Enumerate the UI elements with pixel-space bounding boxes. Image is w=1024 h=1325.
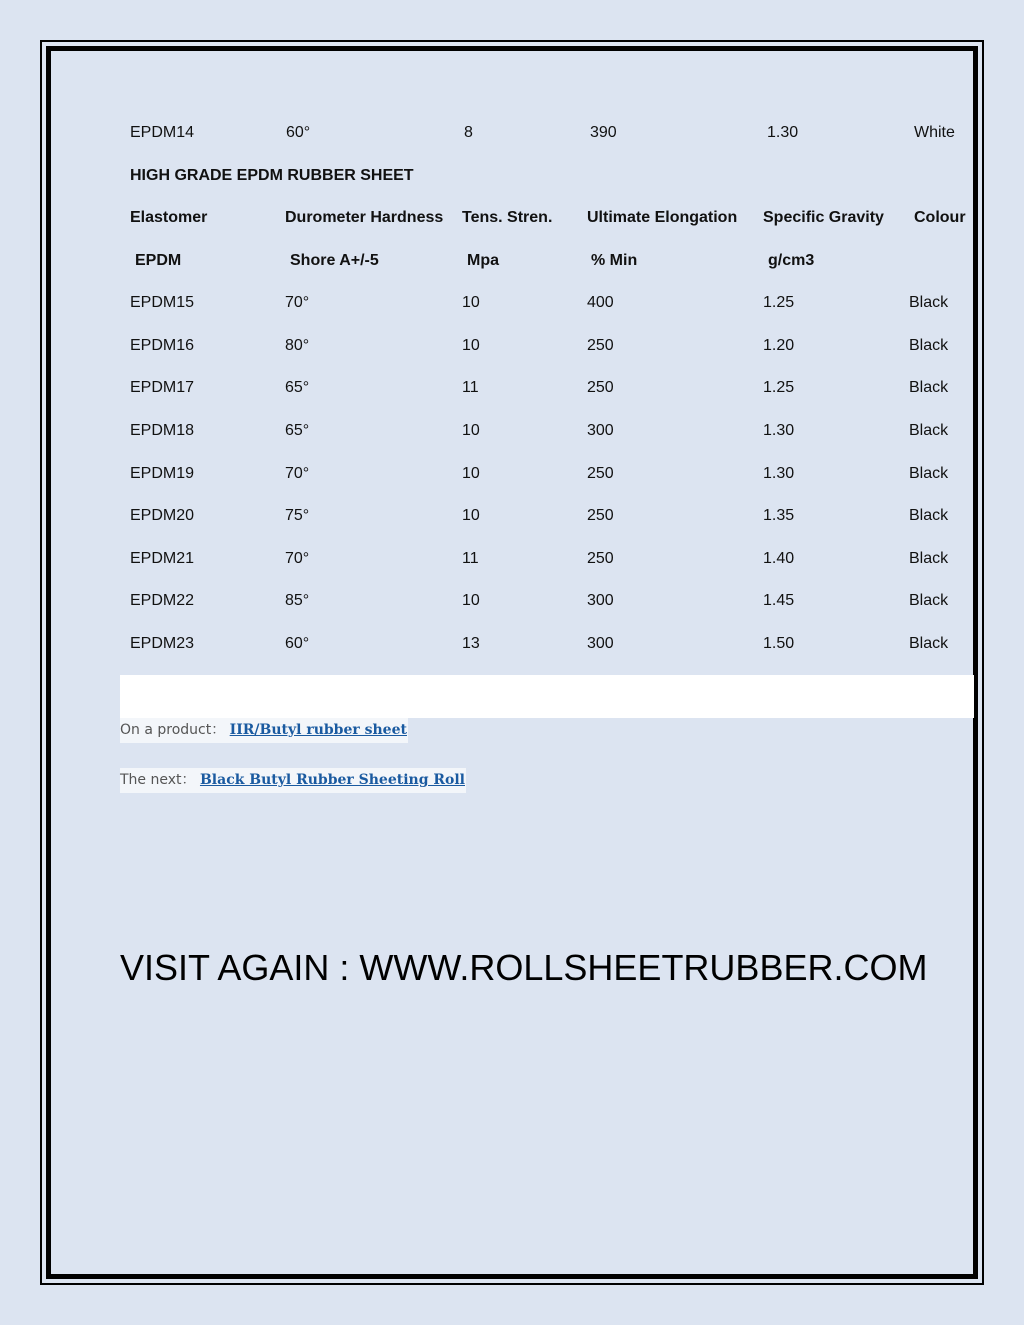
previous-product-prefix: On a product：: [120, 722, 226, 738]
table-row: [0, 419, 1024, 443]
cell-tensile: 10: [462, 465, 480, 482]
cell-grade: EPDM14: [130, 124, 195, 141]
unit-elongation: % Min: [591, 252, 638, 269]
table-row: [0, 376, 1024, 400]
cell-elongation: 300: [587, 422, 614, 439]
cell-colour: White: [914, 124, 955, 141]
header-gravity: Specific Gravity: [763, 209, 884, 226]
cell-colour: Black: [909, 422, 949, 439]
header-colour: Colour: [914, 209, 966, 226]
cell-elongation: 300: [587, 635, 614, 652]
next-product-link[interactable]: Black Butyl Rubber Sheeting Roll: [199, 772, 465, 788]
previous-product-link[interactable]: IIR/Butyl rubber sheet: [229, 722, 407, 738]
cell-tensile: 11: [462, 379, 479, 396]
cell-grade: EPDM22: [130, 592, 195, 609]
next-product-line: [120, 768, 466, 793]
table-row: [0, 589, 1024, 613]
previous-product-line: [120, 718, 408, 743]
table-row: [0, 632, 1024, 656]
cell-elongation: 300: [587, 592, 614, 609]
cell-tensile: 10: [462, 337, 480, 354]
cell-hardness: 75°: [285, 507, 310, 524]
cell-tensile: 11: [462, 550, 479, 567]
table-units-row: [0, 249, 1024, 273]
cell-hardness: 65°: [285, 379, 310, 396]
cell-colour: Black: [909, 550, 949, 567]
cell-gravity: 1.30: [763, 422, 795, 439]
unit-gravity: g/cm3: [768, 252, 815, 269]
cell-gravity: 1.45: [763, 592, 795, 609]
table-row-epdm14: [0, 121, 1024, 145]
unit-hardness: Shore A+/-5: [290, 252, 379, 269]
cell-hardness: 80°: [285, 337, 310, 354]
header-tensile: Tens. Stren.: [462, 209, 553, 226]
cell-hardness: 70°: [285, 294, 310, 311]
cell-hardness: 70°: [285, 550, 310, 567]
cell-gravity: 1.30: [767, 124, 799, 141]
cell-tensile: 13: [462, 635, 480, 652]
cell-elongation: 390: [590, 124, 617, 141]
cell-hardness: 70°: [285, 465, 310, 482]
cell-colour: Black: [909, 507, 949, 524]
table-row: [0, 334, 1024, 358]
header-elongation: Ultimate Elongation: [587, 209, 738, 226]
cell-colour: Black: [909, 592, 949, 609]
cell-gravity: 1.30: [763, 465, 795, 482]
cell-colour: Black: [909, 294, 949, 311]
table-row: [0, 291, 1024, 315]
cell-hardness: 60°: [285, 635, 310, 652]
cell-tensile: 10: [462, 422, 480, 439]
unit-elastomer: EPDM: [135, 252, 182, 269]
cell-colour: Black: [909, 635, 949, 652]
cell-colour: Black: [909, 337, 949, 354]
cell-gravity: 1.40: [763, 550, 795, 567]
cell-gravity: 1.50: [763, 635, 795, 652]
cell-elongation: 250: [587, 465, 614, 482]
cell-hardness: 60°: [286, 124, 311, 141]
cell-elongation: 250: [587, 379, 614, 396]
cell-tensile: 10: [462, 592, 480, 609]
cell-tensile: 8: [464, 124, 473, 141]
cell-grade: EPDM21: [130, 550, 195, 567]
cell-elongation: 250: [587, 550, 614, 567]
cell-gravity: 1.25: [763, 294, 795, 311]
cell-grade: EPDM17: [130, 379, 195, 396]
cell-elongation: 400: [587, 294, 614, 311]
cell-grade: EPDM20: [130, 507, 195, 524]
cell-grade: EPDM16: [130, 337, 195, 354]
next-product-prefix: The next：: [120, 772, 196, 788]
unit-tensile: Mpa: [467, 252, 499, 269]
page-border-inner: [46, 46, 978, 1279]
table-row: [0, 462, 1024, 486]
section-title: HIGH GRADE EPDM RUBBER SHEET: [130, 167, 414, 184]
header-elastomer: Elastomer: [130, 209, 208, 226]
cell-gravity: 1.25: [763, 379, 795, 396]
table-header-row: [0, 206, 1024, 230]
cell-grade: EPDM15: [130, 294, 195, 311]
header-hardness: Durometer Hardness: [285, 209, 444, 226]
cell-gravity: 1.20: [763, 337, 795, 354]
cell-tensile: 10: [462, 294, 480, 311]
table-row: [0, 547, 1024, 571]
visit-again-banner: VISIT AGAIN : WWW.ROLLSHEETRUBBER.COM: [120, 947, 928, 988]
cell-elongation: 250: [587, 507, 614, 524]
cell-hardness: 65°: [285, 422, 310, 439]
cell-colour: Black: [909, 465, 949, 482]
cell-elongation: 250: [587, 337, 614, 354]
cell-colour: Black: [909, 379, 949, 396]
cell-grade: EPDM18: [130, 422, 195, 439]
cell-tensile: 10: [462, 507, 480, 524]
white-spacer-band: [120, 675, 974, 718]
table-row: [0, 504, 1024, 528]
cell-grade: EPDM19: [130, 465, 195, 482]
cell-grade: EPDM23: [130, 635, 195, 652]
cell-gravity: 1.35: [763, 507, 795, 524]
cell-hardness: 85°: [285, 592, 310, 609]
